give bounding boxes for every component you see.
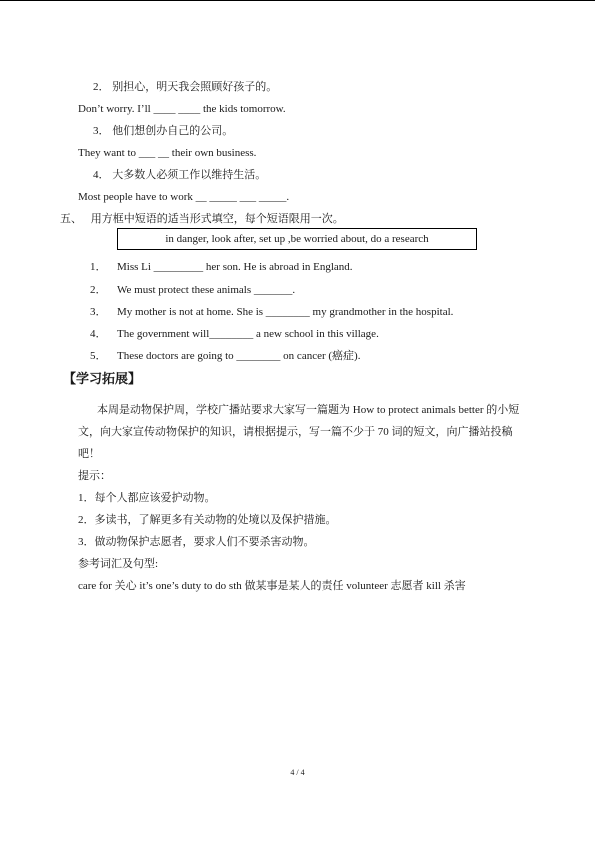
item-number: 4． — [90, 328, 107, 340]
section-instruction-text: 用方框中短语的适当形式填空，每个短语限用一次。 — [90, 213, 344, 225]
extension-paragraph-line-1: 本周是动物保护周，学校广播站要求大家写一篇题为 How to protect animals better 的小短 — [97, 404, 520, 416]
item-text: Miss Li _________ her son. He is abroad in England. — [117, 261, 353, 273]
item-number: 2． — [90, 284, 107, 296]
extension-paragraph-line-2: 文，向大家宣传动物保护的知识，请根据提示，写一篇不少于 70 词的短文，向广播站投稿 — [78, 426, 513, 438]
item-text: 多读书，了解更多有关动物的处境以及保护措施。 — [94, 514, 337, 526]
item-text: 大多数人必须工作以维持生活。 — [112, 169, 267, 181]
fill-item — [90, 305, 453, 319]
item-text: My mother is not at home. She is ________ my grandmother in the hospital. — [117, 306, 454, 318]
section5-instruction — [60, 212, 344, 226]
item-number: 1． — [90, 261, 107, 273]
page-number: 4 / 4 — [290, 768, 305, 777]
hint-label: 提示： — [78, 470, 111, 482]
hint-item — [78, 491, 216, 505]
item-text: 别担心，明天我会照顾好孩子的。 — [112, 81, 278, 93]
phrase-box: in danger, look after, set up ,be worried about, do a research — [117, 228, 477, 250]
fill-item — [90, 349, 360, 363]
item-text: 每个人都应该爱护动物。 — [94, 492, 216, 504]
item-text: 他们想创办自己的公司。 — [112, 125, 234, 137]
item-text: 做动物保护志愿者，要求人们不要杀害动物。 — [94, 536, 315, 548]
extension-paragraph-line-3: 吧！ — [78, 448, 100, 460]
item-number: 2． — [78, 514, 95, 526]
translation-item-4-en: Most people have to work __ _____ ___ _____. — [78, 191, 290, 203]
section-number: 五、 — [60, 213, 82, 225]
fill-item — [90, 260, 353, 274]
item-number: 3． — [93, 125, 110, 137]
item-number: 3． — [90, 306, 107, 318]
item-number: 4． — [93, 169, 110, 181]
hint-item — [78, 535, 315, 549]
extension-heading: 【学习拓展】 — [63, 371, 142, 386]
translation-item-4-cn — [93, 168, 266, 182]
fill-item — [90, 327, 379, 341]
item-number: 5． — [90, 350, 107, 362]
translation-item-2-cn — [93, 80, 277, 94]
translation-item-2-en: Don’t worry. I’ll ____ ____ the kids tomorrow. — [78, 103, 286, 115]
item-text: These doctors are going to ________ on cancer (癌症). — [117, 350, 361, 362]
item-number: 3． — [78, 536, 95, 548]
item-number: 1． — [78, 492, 95, 504]
vocab-label: 参考词汇及句型: — [78, 558, 159, 570]
item-number: 2． — [93, 81, 110, 93]
top-rule — [0, 0, 595, 1]
translation-item-3-cn — [93, 124, 233, 138]
fill-item — [90, 283, 295, 297]
vocab-line: care for 关心 it’s one’s duty to do sth 做某事是某人的责任 volunteer 志愿者 kill 杀害 — [78, 580, 466, 592]
item-text: We must protect these animals _______. — [117, 284, 296, 296]
translation-item-3-en: They want to ___ __ their own business. — [78, 147, 257, 159]
item-text: The government will________ a new school in this village. — [117, 328, 379, 340]
hint-item — [78, 513, 337, 527]
